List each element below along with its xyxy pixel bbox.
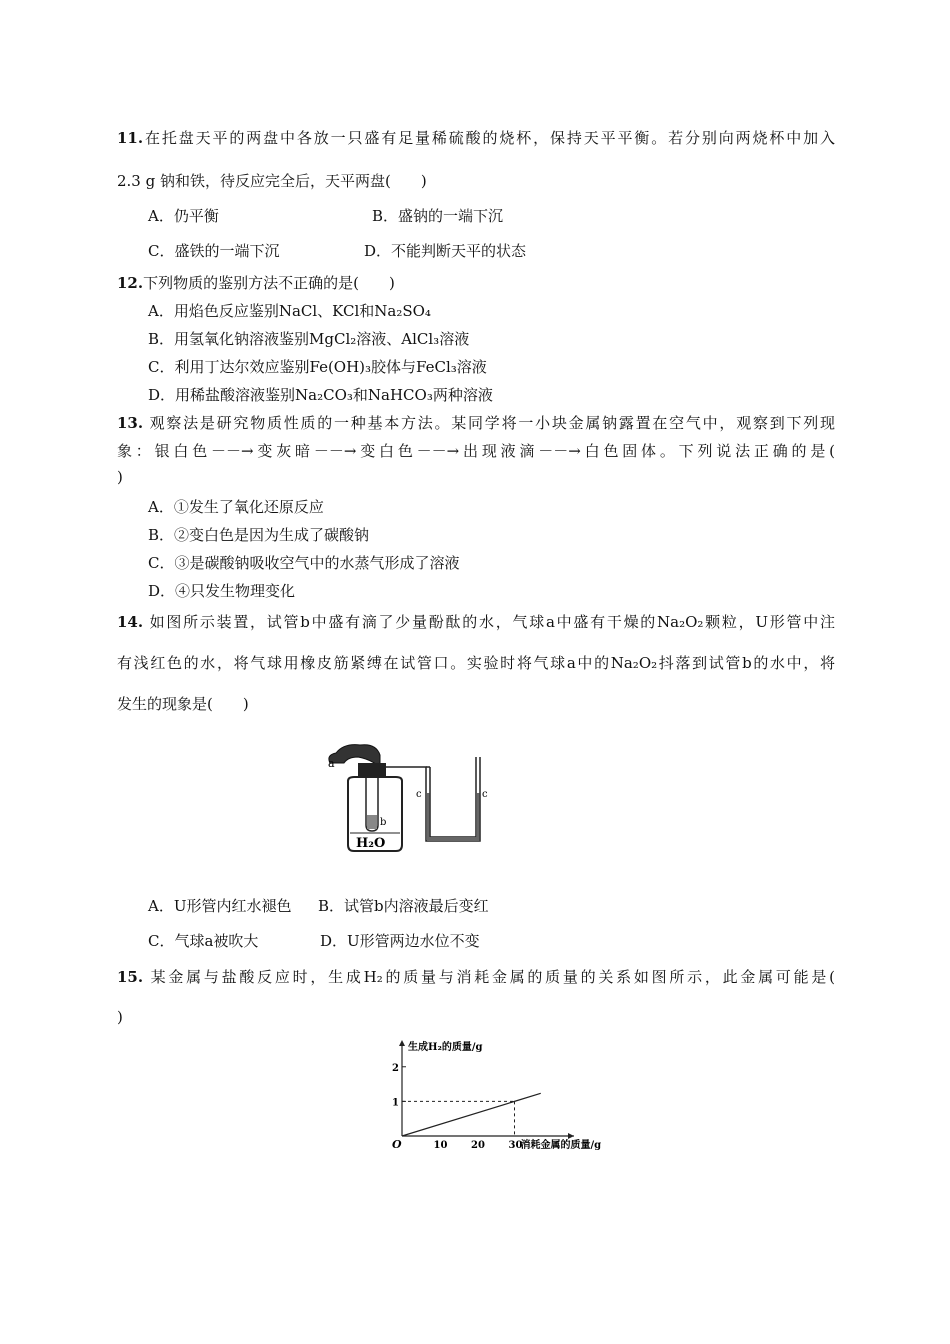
- apparatus-figure: [318, 733, 498, 863]
- q12-option-a: A．用焰色反应鉴别NaCl、KCl和Na₂SO₄: [148, 302, 431, 320]
- q12-line: [117, 272, 395, 293]
- q12-stem: 下列物质的鉴别方法不正确的是( ): [143, 274, 395, 292]
- q12-option-b: B．用氢氧化钠溶液鉴别MgCl₂溶液、AlCl₃溶液: [148, 330, 470, 348]
- label-a: a: [328, 757, 335, 770]
- x-tick-label: 10: [433, 1140, 448, 1151]
- q11-stem-line2: 2.3 g 钠和铁，待反应完全后，天平两盘( ): [117, 172, 427, 190]
- q14-option-c: C．气球a被吹大: [148, 932, 259, 950]
- q15-number: 15.: [117, 968, 144, 986]
- label-h2o: H₂O: [356, 836, 386, 851]
- q14-stem-line1: 如图所示装置，试管b中盛有滴了少量酚酞的水，气球a中盛有干燥的Na₂O₂颗粒，U形管中注: [149, 613, 835, 631]
- q13-stem-line3: ): [117, 468, 123, 486]
- label-c-left: c: [416, 789, 422, 800]
- q12-number: 12.: [117, 274, 144, 292]
- q14-line1: [117, 611, 835, 632]
- q13-number: 13.: [117, 414, 144, 432]
- x-tick-label: 20: [471, 1140, 485, 1151]
- q14-option-a: A．U形管内红水褪色: [148, 897, 292, 915]
- q13-option-b: B．②变白色是因为生成了碳酸钠: [148, 526, 370, 544]
- q11-option-c: C．盛铁的一端下沉: [148, 242, 280, 260]
- h2-mass-chart: [380, 1036, 620, 1160]
- tube-liquid: [367, 815, 377, 829]
- stopper: [358, 763, 386, 777]
- connecting-tube: [384, 757, 480, 841]
- q11-stem-line1: 在托盘天平的两盘中各放一只盛有足量稀硫酸的烧杯，保持天平平衡。若分别向两烧杯中加入: [143, 129, 835, 147]
- y-axis-label: 生成H₂的质量/g: [408, 1042, 483, 1053]
- q14-stem-line3: 发生的现象是( ): [117, 695, 249, 713]
- q15-stem-line1: 某金属与盐酸反应时，生成H₂的质量与消耗金属的质量的关系如图所示，此金属可能是(: [150, 968, 835, 986]
- x-tick-label: 30: [508, 1140, 523, 1151]
- origin-label: O: [392, 1138, 402, 1151]
- q14-number: 14.: [117, 613, 144, 631]
- x-axis-arrow: [568, 1133, 574, 1139]
- label-c-right: c: [482, 789, 488, 800]
- q12-option-d: D．用稀盐酸溶液鉴别Na₂CO₃和NaHCO₃两种溶液: [148, 386, 493, 404]
- q12-option-c: C．利用丁达尔效应鉴别Fe(OH)₃胶体与FeCl₃溶液: [148, 358, 487, 376]
- q15-line1: [117, 966, 835, 987]
- q13-option-a: A．①发生了氧化还原反应: [148, 498, 324, 516]
- q15-stem-line2: ): [117, 1008, 123, 1026]
- q13-stem-line2: 象：银白色－－→变灰暗－－→变白色－－→出现液滴－－→白色固体。下列说法正确的是(: [117, 442, 835, 460]
- q11-option-d: D．不能判断天平的状态: [364, 242, 527, 260]
- q11-option-b: B．盛钠的一端下沉: [372, 207, 504, 225]
- q13-option-c: C．③是碳酸钠吸收空气中的水蒸气形成了溶液: [148, 554, 460, 572]
- label-b: b: [380, 817, 387, 828]
- q11-line1: [117, 127, 835, 148]
- q13-stem-line1: 观察法是研究物质性质的一种基本方法。某同学将一小块金属钠露置在空气中，观察到下列现: [149, 414, 835, 432]
- q13-option-d: D．④只发生物理变化: [148, 582, 296, 600]
- y-tick-label: 2: [392, 1062, 399, 1074]
- u-tube-inner: [430, 757, 476, 837]
- y-tick-label: 1: [392, 1097, 399, 1109]
- y-axis-arrow: [399, 1040, 405, 1046]
- q14-option-b: B．试管b内溶液最后变红: [318, 897, 489, 915]
- x-axis-label: 消耗金属的质量/g: [520, 1140, 602, 1151]
- q14-option-d: D．U形管两边水位不变: [320, 932, 480, 950]
- series-line: [402, 1093, 541, 1136]
- q11-number: 11.: [117, 129, 144, 147]
- q14-stem-line2: 有浅红色的水，将气球用橡皮筋紧缚在试管口。实验时将气球a中的Na₂O₂抖落到试管b的水中，将: [117, 654, 835, 672]
- q11-option-a: A．仍平衡: [148, 207, 219, 225]
- q13-line1: [117, 412, 835, 433]
